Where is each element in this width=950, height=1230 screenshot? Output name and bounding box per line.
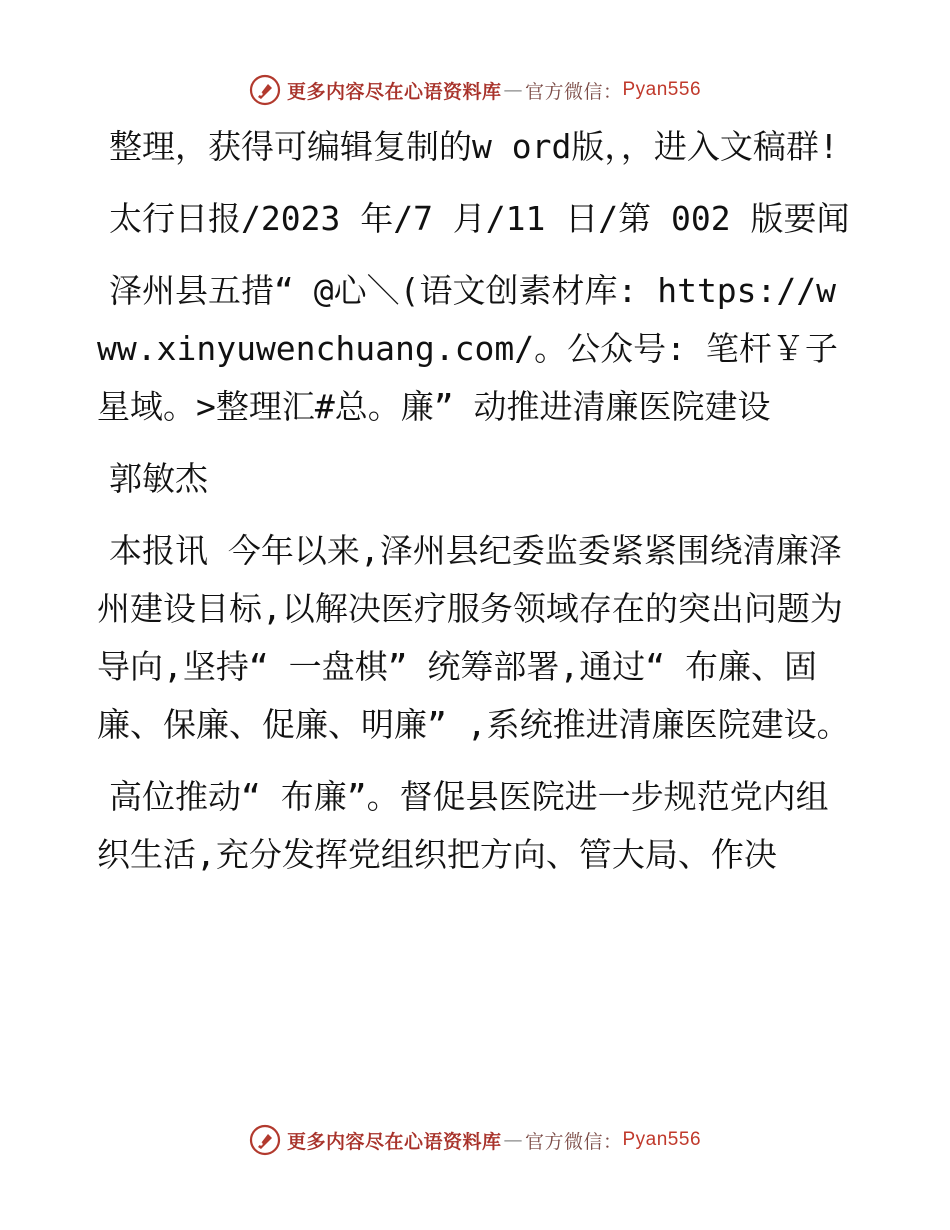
banner-wechat-label: 官方微信：: [524, 80, 623, 103]
banner-separator: —: [503, 79, 523, 101]
banner-brand: 更多内容尽在心语资料库: [286, 1130, 502, 1153]
paragraph-dateline: 太行日报/2023 年/7 月/11 日/第 002 版要闻: [109, 199, 850, 238]
article-author: 郭敏杰: [109, 459, 208, 498]
banner-brand: 更多内容尽在心语资料库: [286, 80, 502, 103]
footer-banner: [0, 1120, 950, 1160]
banner-handle: Pyan556: [622, 79, 702, 100]
pen-nib-logo-icon: [249, 1124, 281, 1156]
pen-nib-logo-icon: [249, 74, 281, 106]
paragraph-body-1: 本报讯 今年以来,泽州县纪委监委紧紧围绕清廉泽州建设目标,以解决医疗服务领域存在的突出问题为导向,坚持“ 一盘棋” 统筹部署,通过“ 布廉、固廉、保廉、促廉、明廉” ,系统推进清廉医院建设。: [97, 531, 850, 744]
banner-separator: —: [503, 1129, 523, 1151]
banner-wechat-label: 官方微信：: [524, 1130, 623, 1153]
paragraph-intro: 整理，获得可编辑复制的w ord版，，进入文稿群!: [109, 127, 839, 166]
banner-handle: Pyan556: [622, 1129, 702, 1150]
article-title: 泽州县五措“ @心＼(语文创素材库: https://www.xinyuwenchuang.com/。公众号: 笔杆￥子星域。>整理汇#总。廉” 动推进清廉医院建设: [97, 271, 838, 426]
header-banner: [0, 70, 950, 110]
paragraph-body-2: 高位推动“ 布廉”。督促县医院进一步规范党内组织生活,充分发挥党组织把方向、管大局、作决: [97, 777, 829, 874]
document-body: [97, 118, 852, 1078]
